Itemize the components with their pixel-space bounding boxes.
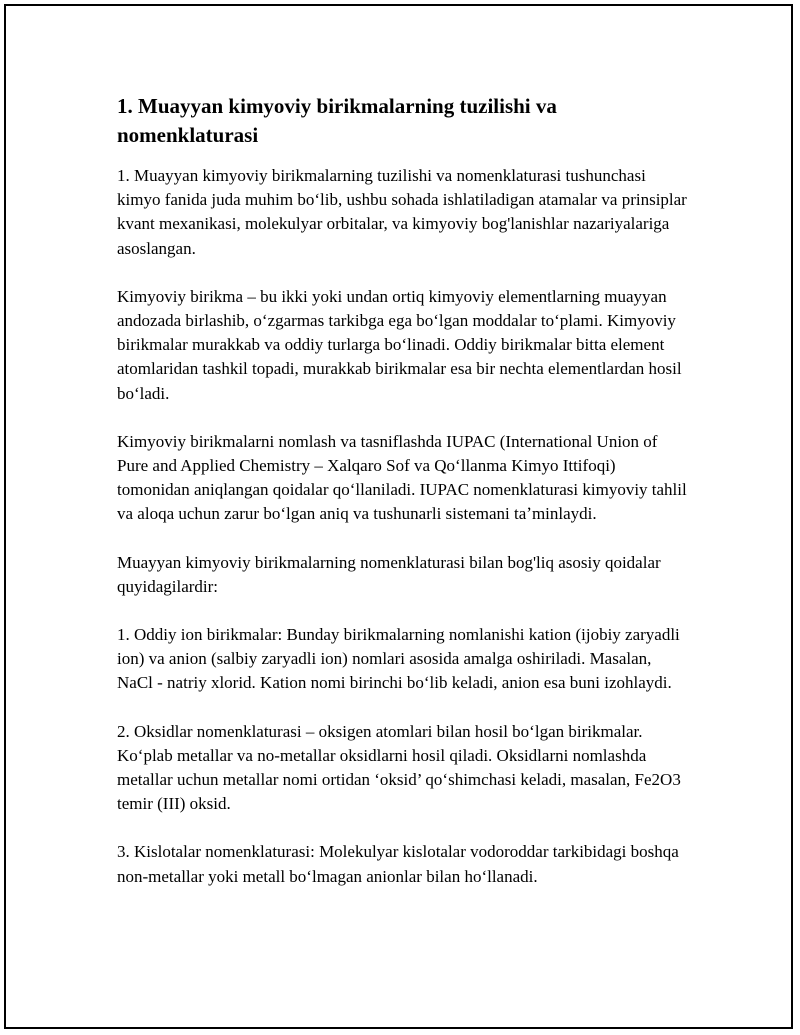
document-heading: 1. Muayyan kimyoviy birikmalarning tuzilishi va nomenklaturasi: [117, 94, 557, 147]
paragraph-rules-intro: Muayyan kimyoviy birikmalarning nomenklaturasi bilan bog'liq asosiy qoidalar quyidagilardir:: [117, 552, 661, 596]
paragraph-rule-oxides: 2. Oksidlar nomenklaturasi – oksigen atomlari bilan hosil boʻlgan birikmalar. Koʻplab metallar va no-metallar oksidlarni hosil qiladi. Oksidlarni nomlashda metallar uchun metallar nomi ortidan ‘oksid’ qoʻshimchasi keladi, masalan, Fe2O3 temir (III) oksid.: [117, 721, 681, 814]
paragraph-intro: 1. Muayyan kimyoviy birikmalarning tuzilishi va nomenklaturasi tushunchasi kimyo fanida juda muhim boʻlib, ushbu sohada ishlatiladigan atamalar va prinsiplar kvant mexanikasi, molekulyar orbitalar, va kimyoviy bog'lanishlar nazariyalariga asoslangan.: [117, 166, 687, 258]
document-body: [117, 92, 689, 913]
paragraph-rule-acids: 3. Kislotalar nomenklaturasi: Molekulyar kislotalar vodoroddar tarkibidagi boshqa non-metallar yoki metall boʻlmagan anionlar bilan hoʻllanadi.: [117, 842, 679, 886]
paragraph-iupac: Kimyoviy birikmalarni nomlash va tasniflashda IUPAC (International Union of Pure and Applied Chemistry – Xalqaro Sof va Qoʻllanma Kimyo Ittifoqi) tomonidan aniqlangan qoidalar qoʻllaniladi. IUPAC nomenklaturasi kimyoviy tahlil va aloqa uchun zarur boʻlgan aniq va tushunarli sistemani taʼminlaydi.: [117, 431, 687, 524]
paragraph-rule-ionic: 1. Oddiy ion birikmalar: Bunday birikmalarning nomlanishi kation (ijobiy zaryadli ion) va anion (salbiy zaryadli ion) nomlari asosida amalga oshiriladi. Masalan, NaCl - natriy xlorid. Kation nomi birinchi boʻlib keladi, anion esa buni izohlaydi.: [117, 625, 680, 693]
paragraph-definition: Kimyoviy birikma – bu ikki yoki undan ortiq kimyoviy elementlarning muayyan andozada birlashib, oʻzgarmas tarkibga ega boʻlgan moddalar toʻplami. Kimyoviy birikmalar murakkab va oddiy turlarga boʻlinadi. Oddiy birikmalar bitta element atomlaridan tashkil topadi, murakkab birikmalar esa bir nechta elementlardan hosil boʻladi.: [117, 286, 682, 403]
